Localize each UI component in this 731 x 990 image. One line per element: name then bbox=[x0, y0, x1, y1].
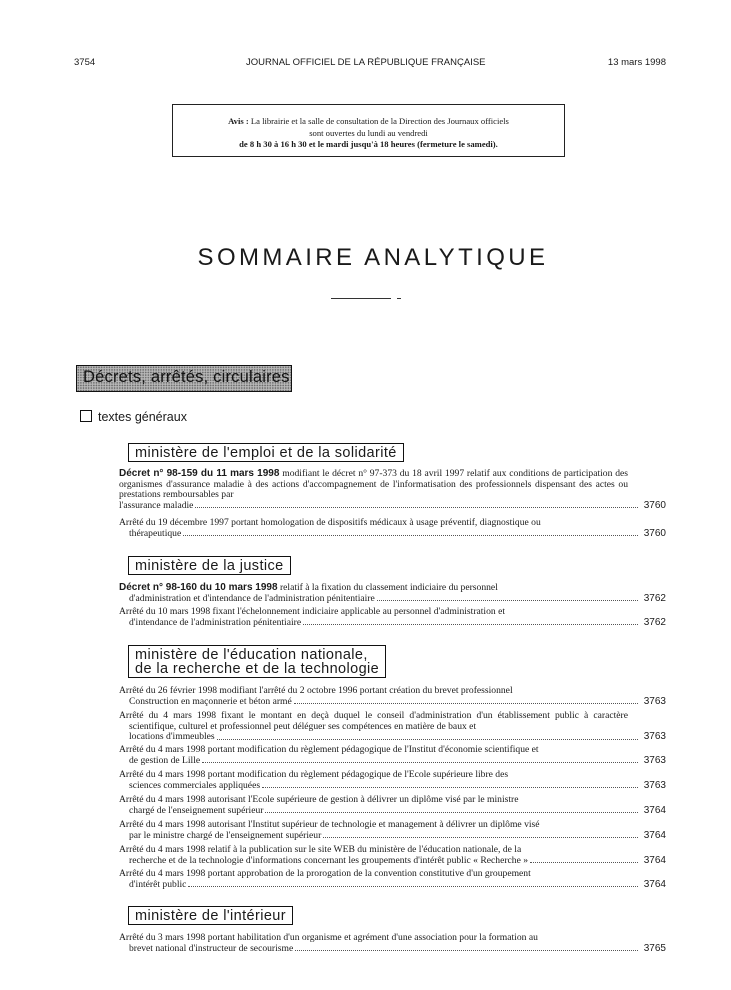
entry-last-line: sciences commerciales appliquées bbox=[129, 779, 261, 791]
page-ref: 3760 bbox=[643, 499, 666, 511]
entry-last-line: thérapeutique bbox=[129, 527, 182, 539]
toc-entry[interactable] bbox=[119, 583, 666, 604]
toc-entry[interactable] bbox=[119, 795, 666, 816]
entry-last-line: d'administration et d'intendance de l'administration pénitentiaire bbox=[129, 592, 375, 604]
page-title: SOMMAIRE ANALYTIQUE bbox=[197, 244, 549, 271]
checkbox-icon bbox=[80, 410, 92, 422]
entry-last-line: par le ministre chargé de l'enseignement supérieur bbox=[129, 829, 322, 841]
entry-text: Arrêté du 4 mars 1998 relatif à la publication sur le site WEB du ministère de l'éducation nationale, de la bbox=[119, 844, 522, 855]
toc-entry[interactable] bbox=[119, 518, 666, 539]
leader-dots bbox=[195, 501, 638, 509]
toc-entry[interactable] bbox=[119, 869, 666, 890]
leader-dots bbox=[217, 732, 638, 740]
opening-hours-notice bbox=[172, 104, 565, 157]
page-ref: 3763 bbox=[643, 695, 666, 707]
entry-last-line: chargé de l'enseignement supérieur bbox=[129, 804, 264, 816]
category-heading bbox=[80, 410, 187, 424]
page-number: 3754 bbox=[74, 57, 96, 68]
toc-entry[interactable] bbox=[119, 933, 666, 954]
page-ref: 3760 bbox=[643, 527, 666, 539]
entry-text: Arrêté du 4 mars 1998 fixant le montant en deçà duquel le conseil d'administration d'un établissement public à caractère scientifique, culturel et professionnel peut déléguer ses compétences en matière de baux et bbox=[119, 710, 628, 732]
notice-line-1: La librairie et la salle de consultation de la Direction des Journaux officiels bbox=[250, 116, 509, 126]
toc-entry[interactable] bbox=[119, 745, 666, 766]
leader-dots bbox=[323, 831, 638, 839]
entry-last-line: l'assurance maladie bbox=[119, 499, 194, 511]
ministry-heading-justice: ministère de la justice bbox=[128, 556, 291, 575]
ministry-heading-interieur: ministère de l'intérieur bbox=[128, 906, 293, 925]
entry-last-line: d'intérêt public bbox=[129, 878, 187, 890]
ministry-heading-line-1: ministère de l'éducation nationale, bbox=[135, 647, 368, 663]
leader-dots bbox=[202, 756, 638, 764]
leader-dots bbox=[265, 806, 638, 814]
toc-entry[interactable] bbox=[119, 607, 666, 628]
title-divider-dot bbox=[397, 298, 401, 299]
ministry-heading-education bbox=[128, 645, 386, 678]
entry-last-line: recherche et de la technologie d'informations concernant les groupements d'intérêt public « Recherche » bbox=[129, 854, 529, 866]
issue-date: 13 mars 1998 bbox=[607, 57, 666, 68]
toc-entry[interactable] bbox=[119, 770, 666, 791]
leader-dots bbox=[183, 529, 638, 537]
section-banner-label: Décrets, arrêtés, circulaires bbox=[83, 368, 290, 386]
entry-text: Arrêté du 4 mars 1998 portant modification du règlement pédagogique de l'Institut d'économie scientifique et bbox=[119, 744, 539, 755]
leader-dots bbox=[188, 880, 638, 888]
notice-line-2: sont ouvertes du lundi au vendredi bbox=[309, 127, 428, 138]
toc-entry[interactable] bbox=[119, 686, 666, 707]
section-banner bbox=[76, 365, 292, 392]
entry-text: Arrêté du 10 mars 1998 fixant l'échelonnement indiciaire applicable au personnel d'administration et bbox=[119, 606, 506, 617]
page-ref: 3764 bbox=[643, 854, 666, 866]
leader-dots bbox=[377, 594, 638, 602]
entry-last-line: brevet national d'instructeur de secourisme bbox=[129, 942, 294, 954]
notice-label: Avis : bbox=[228, 116, 249, 126]
toc-entry[interactable] bbox=[119, 469, 666, 511]
leader-dots bbox=[294, 697, 638, 705]
entry-text: Arrêté du 4 mars 1998 autorisant l'Ecole supérieure de gestion à délivrer un diplôme visé par le ministre bbox=[119, 794, 519, 805]
page-ref: 3762 bbox=[643, 592, 666, 604]
entry-text: relatif à la fixation du classement indiciaire du personnel bbox=[277, 582, 498, 593]
page-ref: 3763 bbox=[643, 731, 666, 742]
entry-lead: Décret n° 98-160 du 10 mars 1998 bbox=[119, 582, 278, 593]
ministry-heading-line-2: de la recherche et de la technologie bbox=[135, 661, 380, 677]
leader-dots bbox=[303, 618, 638, 626]
page-ref: 3763 bbox=[643, 754, 666, 766]
page-ref: 3763 bbox=[643, 779, 666, 791]
toc-entry[interactable] bbox=[119, 711, 666, 743]
entry-last-line: Construction en maçonnerie et béton armé bbox=[129, 695, 292, 707]
entry-text: Arrêté du 19 décembre 1997 portant homologation de dispositifs médicaux à usage préventif, diagnostique ou bbox=[119, 517, 541, 528]
ministry-heading-emploi: ministère de l'emploi et de la solidarité bbox=[128, 443, 404, 462]
leader-dots bbox=[530, 856, 638, 864]
leader-dots bbox=[262, 781, 638, 789]
entry-lead: Décret n° 98-159 du 11 mars 1998 bbox=[119, 468, 280, 479]
entry-last-line: d'intendance de l'administration pénitentiaire bbox=[129, 616, 302, 628]
entry-last-line: de gestion de Lille bbox=[129, 754, 201, 766]
toc-entry[interactable] bbox=[119, 820, 666, 841]
entry-text: Arrêté du 4 mars 1998 portant approbation de la prorogation de la convention constitutive d'un groupement bbox=[119, 868, 531, 879]
toc-entry[interactable] bbox=[119, 845, 666, 866]
entry-text: Arrêté du 4 mars 1998 portant modification du règlement pédagogique de l'Ecole supérieure libre des bbox=[119, 769, 509, 780]
running-header bbox=[74, 57, 666, 71]
entry-text: modifiant le décret n° 97-373 du 18 avril 1997 relatif aux conditions de participation des organismes d'assurance maladie à des actions d'accompagnement de l'informatisation des professionnels dispensant des actes ou prestations remboursables par bbox=[119, 468, 628, 500]
entry-last-line: locations d'immeubles bbox=[129, 731, 215, 742]
notice-line-3: de 8 h 30 à 16 h 30 et le mardi jusqu'à 18 heures (fermeture le samedi). bbox=[239, 139, 498, 149]
leader-dots bbox=[295, 944, 638, 952]
page-ref: 3765 bbox=[643, 942, 666, 954]
page-ref: 3764 bbox=[643, 878, 666, 890]
title-divider bbox=[331, 298, 391, 299]
entry-text: Arrêté du 3 mars 1998 portant habilitation d'un organisme et agrément d'une association pour la formation au bbox=[119, 932, 538, 943]
entry-text: Arrêté du 26 février 1998 modifiant l'arrêté du 2 octobre 1996 portant création du brevet professionnel bbox=[119, 685, 513, 696]
category-label: textes généraux bbox=[98, 410, 187, 424]
journal-title: JOURNAL OFFICIEL DE LA RÉPUBLIQUE FRANÇAISE bbox=[246, 57, 486, 68]
page-ref: 3764 bbox=[643, 804, 666, 816]
page-ref: 3764 bbox=[643, 829, 666, 841]
entry-text: Arrêté du 4 mars 1998 autorisant l'Institut supérieur de technologie et management à délivrer un diplôme visé bbox=[119, 819, 540, 830]
page-ref: 3762 bbox=[643, 616, 666, 628]
